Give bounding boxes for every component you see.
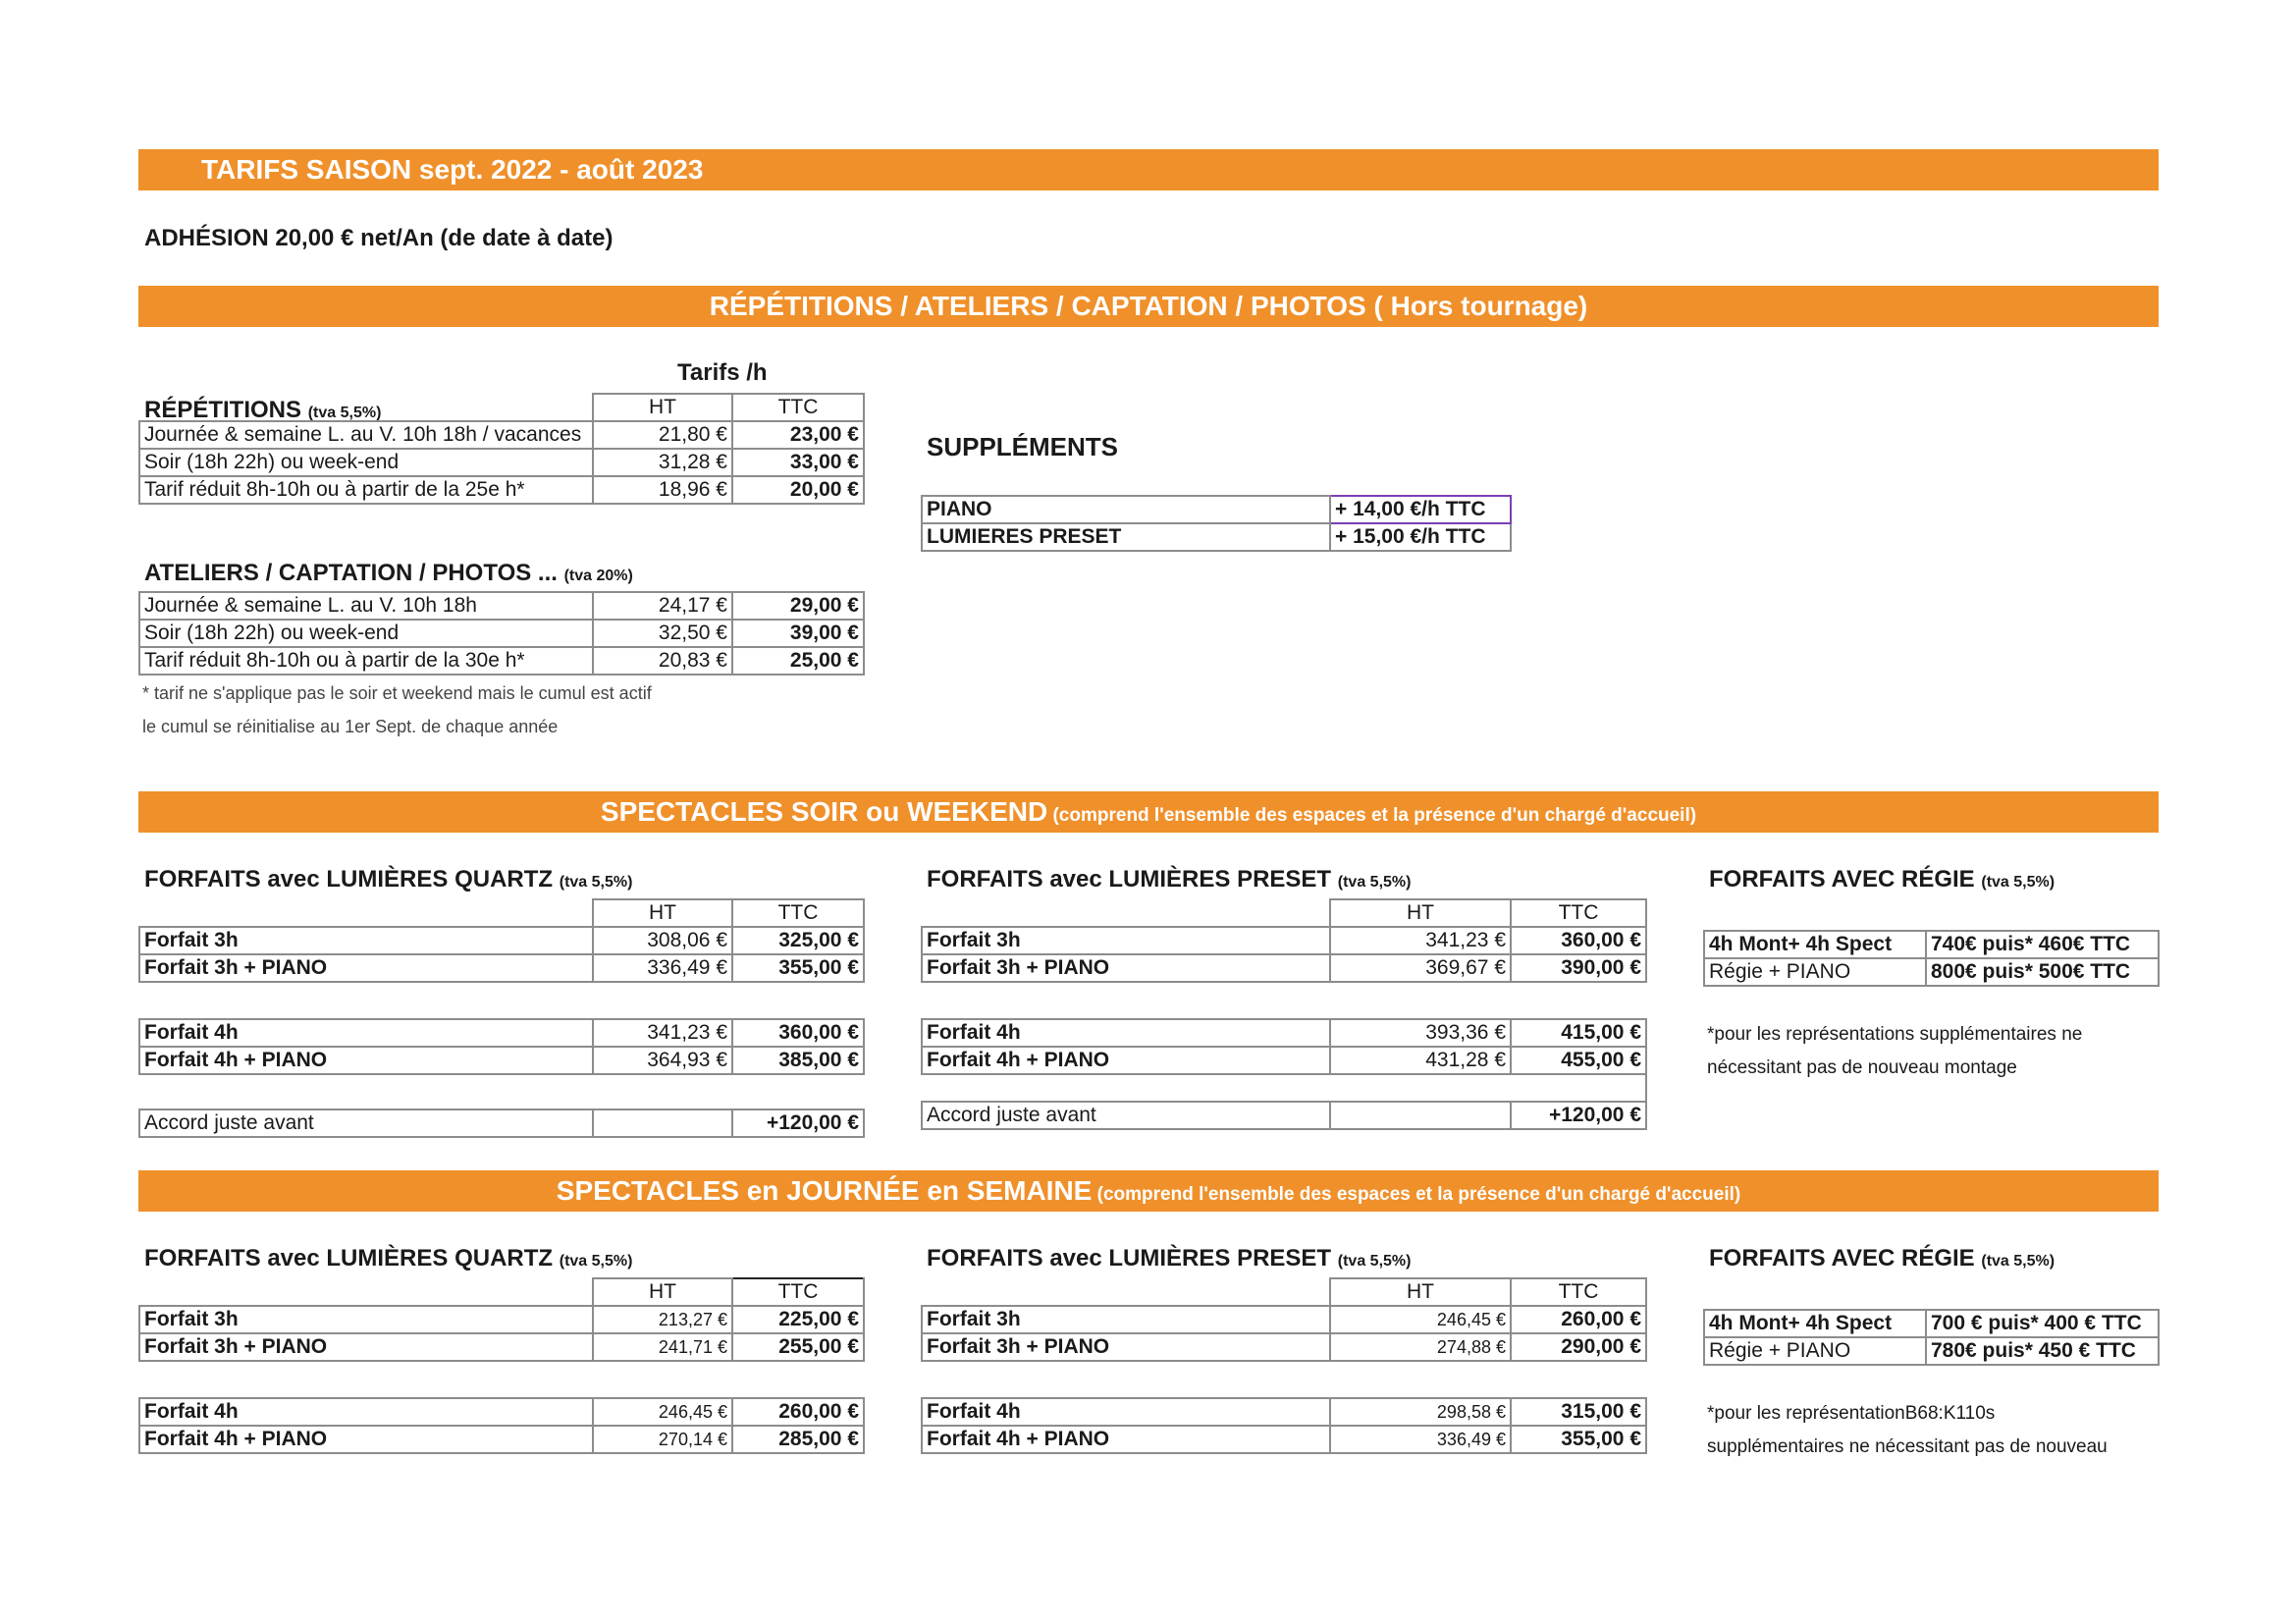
- journee-preset-table-4h: [921, 1397, 1647, 1454]
- table-row: [1704, 931, 2159, 958]
- row-label: Forfait 4h + PIANO: [922, 1047, 1330, 1074]
- table-row: [139, 1398, 864, 1426]
- table-header-row: [139, 394, 864, 421]
- table-row: [139, 421, 864, 449]
- journee-quartz-title-text: FORFAITS avec LUMIÈRES QUARTZ: [144, 1245, 554, 1271]
- soir-quartz-accord-table: [138, 1109, 865, 1138]
- row-ttc: 260,00 €: [1511, 1306, 1646, 1333]
- col-ttc: TTC: [732, 394, 864, 421]
- table-row: [922, 1306, 1646, 1333]
- soir-preset-table: [921, 898, 1647, 983]
- col-ttc: TTC: [1511, 899, 1646, 927]
- row-ht: 32,50 €: [593, 620, 732, 647]
- repetitions-tva: (tva 5,5%): [307, 405, 382, 421]
- reduced-rate-note-1: * tarif ne s'applique pas le soir et weekend mais le cumul est actif: [142, 683, 652, 703]
- row-label: Forfait 3h + PIANO: [922, 954, 1330, 982]
- row-ht: 20,83 €: [593, 647, 732, 675]
- table-row: [922, 1047, 1646, 1074]
- row-ttc: 29,00 €: [732, 592, 864, 620]
- row-ht: 21,80 €: [593, 421, 732, 449]
- ateliers-title-text: ATELIERS / CAPTATION / PHOTOS ...: [144, 560, 558, 586]
- ateliers-table: [138, 591, 865, 676]
- soir-preset-table-4h: [921, 1018, 1647, 1130]
- ateliers-title: [144, 560, 633, 587]
- soir-preset-tva: (tva 5,5%): [1337, 874, 1412, 891]
- row-label: Forfait 4h + PIANO: [139, 1047, 593, 1074]
- row-ht: 364,93 €: [593, 1047, 732, 1074]
- soir-regie-table: [1703, 930, 2160, 987]
- row-ttc: 360,00 €: [1511, 927, 1646, 954]
- soir-quartz-title-text: FORFAITS avec LUMIÈRES QUARTZ: [144, 866, 554, 893]
- tarifs-per-hour-label: Tarifs /h: [677, 359, 768, 386]
- row-ttc: 315,00 €: [1511, 1398, 1646, 1426]
- supplements-title: SUPPLÉMENTS: [927, 432, 1119, 461]
- section-soir-subtitle: (comprend l'ensemble des espaces et la présence d'un chargé d'accueil): [1047, 805, 1697, 826]
- row-ttc: 39,00 €: [732, 620, 864, 647]
- table-row: [139, 1426, 864, 1453]
- row-ht: 246,45 €: [1330, 1306, 1511, 1333]
- spacer-cell: [1511, 1074, 1646, 1102]
- row-ttc: 455,00 €: [1511, 1047, 1646, 1074]
- journee-quartz-tva: (tva 5,5%): [559, 1253, 633, 1270]
- row-label: Tarif réduit 8h-10h ou à partir de la 25e h*: [139, 476, 593, 504]
- section-soir-title: SPECTACLES SOIR ou WEEKEND: [600, 796, 1048, 827]
- col-ttc: TTC: [1511, 1278, 1646, 1306]
- table-row: [1704, 958, 2159, 986]
- row-ttc: 355,00 €: [732, 954, 864, 982]
- row-ht: 336,49 €: [593, 954, 732, 982]
- section-repetitions-subtitle: ( Hors tournage): [1365, 291, 1588, 321]
- row-label: Soir (18h 22h) ou week-end: [139, 449, 593, 476]
- table-row: [922, 1398, 1646, 1426]
- regie-value: 740€ puis* 460€ TTC: [1926, 931, 2159, 958]
- adhesion-text: ADHÉSION 20,00 € net/An (de date à date): [144, 225, 614, 251]
- row-label: Forfait 3h + PIANO: [139, 1333, 593, 1361]
- col-ht: HT: [1330, 1278, 1511, 1306]
- row-label: Forfait 4h: [139, 1398, 593, 1426]
- table-header-row: [922, 899, 1646, 927]
- row-label: Forfait 4h + PIANO: [922, 1426, 1330, 1453]
- soir-preset-title-text: FORFAITS avec LUMIÈRES PRESET: [927, 866, 1332, 893]
- soir-regie-title: [1709, 866, 2055, 893]
- row-ht: 270,14 €: [593, 1426, 732, 1453]
- row-ht: 246,45 €: [593, 1398, 732, 1426]
- table-row: [1704, 1310, 2159, 1337]
- table-corner: [922, 899, 1330, 927]
- row-ttc: 33,00 €: [732, 449, 864, 476]
- table-row: [139, 647, 864, 675]
- row-label: Forfait 4h: [139, 1019, 593, 1047]
- row-ttc: 23,00 €: [732, 421, 864, 449]
- row-ht: 393,36 €: [1330, 1019, 1511, 1047]
- section-soir-bar: [138, 791, 2159, 833]
- row-ttc: 355,00 €: [1511, 1426, 1646, 1453]
- regie-label: Régie + PIANO: [1704, 958, 1926, 986]
- journee-quartz-table-4h: [138, 1397, 865, 1454]
- row-ttc: 285,00 €: [732, 1426, 864, 1453]
- table-row: [139, 1306, 864, 1333]
- regie-value: 700 € puis* 400 € TTC: [1926, 1310, 2159, 1337]
- row-label: Accord juste avant: [139, 1109, 593, 1137]
- row-ht: 24,17 €: [593, 592, 732, 620]
- col-ht: HT: [593, 1278, 732, 1306]
- journee-regie-title-text: FORFAITS AVEC RÉGIE: [1709, 1245, 1975, 1271]
- supplement-label: PIANO: [922, 496, 1330, 523]
- spacer-cell: [1330, 1074, 1511, 1102]
- table-row: [922, 1102, 1646, 1129]
- supplement-value: + 15,00 €/h TTC: [1330, 523, 1511, 551]
- soir-quartz-table: [138, 898, 865, 983]
- table-spacer-row: [922, 1074, 1646, 1102]
- journee-preset-title-text: FORFAITS avec LUMIÈRES PRESET: [927, 1245, 1332, 1271]
- row-ttc: 225,00 €: [732, 1306, 864, 1333]
- table-row: [139, 927, 864, 954]
- col-ttc: TTC: [732, 1278, 864, 1306]
- col-ht: HT: [1330, 899, 1511, 927]
- soir-regie-note-2: nécessitant pas de nouveau montage: [1707, 1057, 2017, 1078]
- journee-quartz-table: [138, 1277, 865, 1362]
- row-label: Journée & semaine L. au V. 10h 18h: [139, 592, 593, 620]
- soir-quartz-tva: (tva 5,5%): [559, 874, 633, 891]
- journee-regie-note-2: supplémentaires ne nécessitant pas de nouveau: [1707, 1436, 2108, 1457]
- table-row: [139, 1019, 864, 1047]
- table-row: [922, 496, 1511, 523]
- regie-value: 780€ puis* 450 € TTC: [1926, 1337, 2159, 1365]
- table-row: [922, 954, 1646, 982]
- journee-preset-table: [921, 1277, 1647, 1362]
- reduced-rate-note-2: le cumul se réinitialise au 1er Sept. de chaque année: [142, 717, 559, 736]
- regie-label: Régie + PIANO: [1704, 1337, 1926, 1365]
- soir-preset-title: [927, 866, 1411, 893]
- table-corner: [139, 1278, 593, 1306]
- repetitions-title-text: RÉPÉTITIONS: [144, 397, 302, 423]
- row-label: Forfait 3h: [139, 1306, 593, 1333]
- soir-quartz-title: [144, 866, 632, 893]
- supplement-label: LUMIERES PRESET: [922, 523, 1330, 551]
- row-label: Forfait 4h + PIANO: [139, 1426, 593, 1453]
- supplement-value: + 14,00 €/h TTC: [1330, 496, 1511, 523]
- row-ht: 31,28 €: [593, 449, 732, 476]
- row-label: Forfait 3h: [922, 1306, 1330, 1333]
- journee-regie-table: [1703, 1309, 2160, 1366]
- section-journee-title: SPECTACLES en JOURNÉE en SEMAINE: [556, 1175, 1093, 1206]
- row-label: Forfait 3h + PIANO: [139, 954, 593, 982]
- table-header-row: [139, 1278, 864, 1306]
- row-ht: 213,27 €: [593, 1306, 732, 1333]
- row-label: Forfait 3h: [922, 927, 1330, 954]
- row-ttc: 385,00 €: [732, 1047, 864, 1074]
- table-row: [922, 927, 1646, 954]
- row-ttc: 20,00 €: [732, 476, 864, 504]
- soir-regie-title-text: FORFAITS AVEC RÉGIE: [1709, 866, 1975, 893]
- row-ttc: 25,00 €: [732, 647, 864, 675]
- section-journee-subtitle: (comprend l'ensemble des espaces et la présence d'un chargé d'accueil): [1092, 1184, 1741, 1205]
- season-title-bar: [138, 149, 2159, 190]
- soir-regie-note-1: *pour les représentations supplémentaires ne: [1707, 1024, 2083, 1045]
- table-row: [922, 1019, 1646, 1047]
- journee-regie-title: [1709, 1245, 2055, 1272]
- row-ht: 341,23 €: [593, 1019, 732, 1047]
- journee-preset-tva: (tva 5,5%): [1337, 1253, 1412, 1270]
- soir-regie-tva: (tva 5,5%): [1981, 874, 2056, 891]
- row-label: Forfait 3h + PIANO: [922, 1333, 1330, 1361]
- row-ttc: 325,00 €: [732, 927, 864, 954]
- row-label: Journée & semaine L. au V. 10h 18h / vacances: [139, 421, 593, 449]
- col-ttc: TTC: [732, 899, 864, 927]
- spacer-cell: [922, 1074, 1330, 1102]
- row-label: Forfait 4h: [922, 1019, 1330, 1047]
- table-row: [922, 1333, 1646, 1361]
- row-ttc: +120,00 €: [732, 1109, 864, 1137]
- section-journee-bar: [138, 1170, 2159, 1212]
- row-label: Soir (18h 22h) ou week-end: [139, 620, 593, 647]
- table-row: [922, 1426, 1646, 1453]
- row-ttc: 390,00 €: [1511, 954, 1646, 982]
- row-ht: 298,58 €: [1330, 1398, 1511, 1426]
- col-ht: HT: [593, 394, 732, 421]
- table-header-row: [922, 1278, 1646, 1306]
- table-row: [1704, 1337, 2159, 1365]
- table-row: [139, 620, 864, 647]
- table-corner: [139, 394, 593, 421]
- table-row: [139, 1047, 864, 1074]
- journee-regie-note-1: *pour les représentationB68:K110s: [1707, 1403, 1996, 1424]
- table-row: [139, 1109, 864, 1137]
- row-ttc: 415,00 €: [1511, 1019, 1646, 1047]
- regie-value: 800€ puis* 500€ TTC: [1926, 958, 2159, 986]
- table-row: [922, 523, 1511, 551]
- row-ht: 336,49 €: [1330, 1426, 1511, 1453]
- table-corner: [139, 899, 593, 927]
- row-ttc: 260,00 €: [732, 1398, 864, 1426]
- journee-quartz-title: [144, 1245, 632, 1272]
- row-label: Forfait 3h: [139, 927, 593, 954]
- row-label: Accord juste avant: [922, 1102, 1330, 1129]
- row-ttc: 255,00 €: [732, 1333, 864, 1361]
- row-ht: 308,06 €: [593, 927, 732, 954]
- soir-quartz-table-4h: [138, 1018, 865, 1075]
- row-ttc: 290,00 €: [1511, 1333, 1646, 1361]
- row-ht: 274,88 €: [1330, 1333, 1511, 1361]
- row-ht: 18,96 €: [593, 476, 732, 504]
- repetitions-table: [138, 393, 865, 505]
- row-ht: 431,28 €: [1330, 1047, 1511, 1074]
- table-row: [139, 954, 864, 982]
- row-ht: 341,23 €: [1330, 927, 1511, 954]
- table-row: [139, 1333, 864, 1361]
- col-ht: HT: [593, 899, 732, 927]
- row-ht-empty: [1330, 1102, 1511, 1129]
- row-label: Tarif réduit 8h-10h ou à partir de la 30e h*: [139, 647, 593, 675]
- table-corner: [922, 1278, 1330, 1306]
- row-ht-empty: [593, 1109, 732, 1137]
- section-repetitions-title: RÉPÉTITIONS / ATELIERS / CAPTATION / PHOTOS: [709, 291, 1366, 321]
- regie-label: 4h Mont+ 4h Spect: [1704, 1310, 1926, 1337]
- regie-label: 4h Mont+ 4h Spect: [1704, 931, 1926, 958]
- table-row: [139, 476, 864, 504]
- row-ht: 241,71 €: [593, 1333, 732, 1361]
- section-repetitions-bar: [138, 286, 2159, 327]
- journee-preset-title: [927, 1245, 1411, 1272]
- ateliers-tva: (tva 20%): [563, 568, 633, 584]
- row-label: Forfait 4h: [922, 1398, 1330, 1426]
- journee-regie-tva: (tva 5,5%): [1981, 1253, 2056, 1270]
- table-row: [139, 449, 864, 476]
- supplements-table: [921, 495, 1512, 552]
- table-header-row: [139, 899, 864, 927]
- row-ttc: 360,00 €: [732, 1019, 864, 1047]
- table-row: [139, 592, 864, 620]
- row-ttc: +120,00 €: [1511, 1102, 1646, 1129]
- row-ht: 369,67 €: [1330, 954, 1511, 982]
- season-title: TARIFS SAISON sept. 2022 - août 2023: [201, 154, 704, 185]
